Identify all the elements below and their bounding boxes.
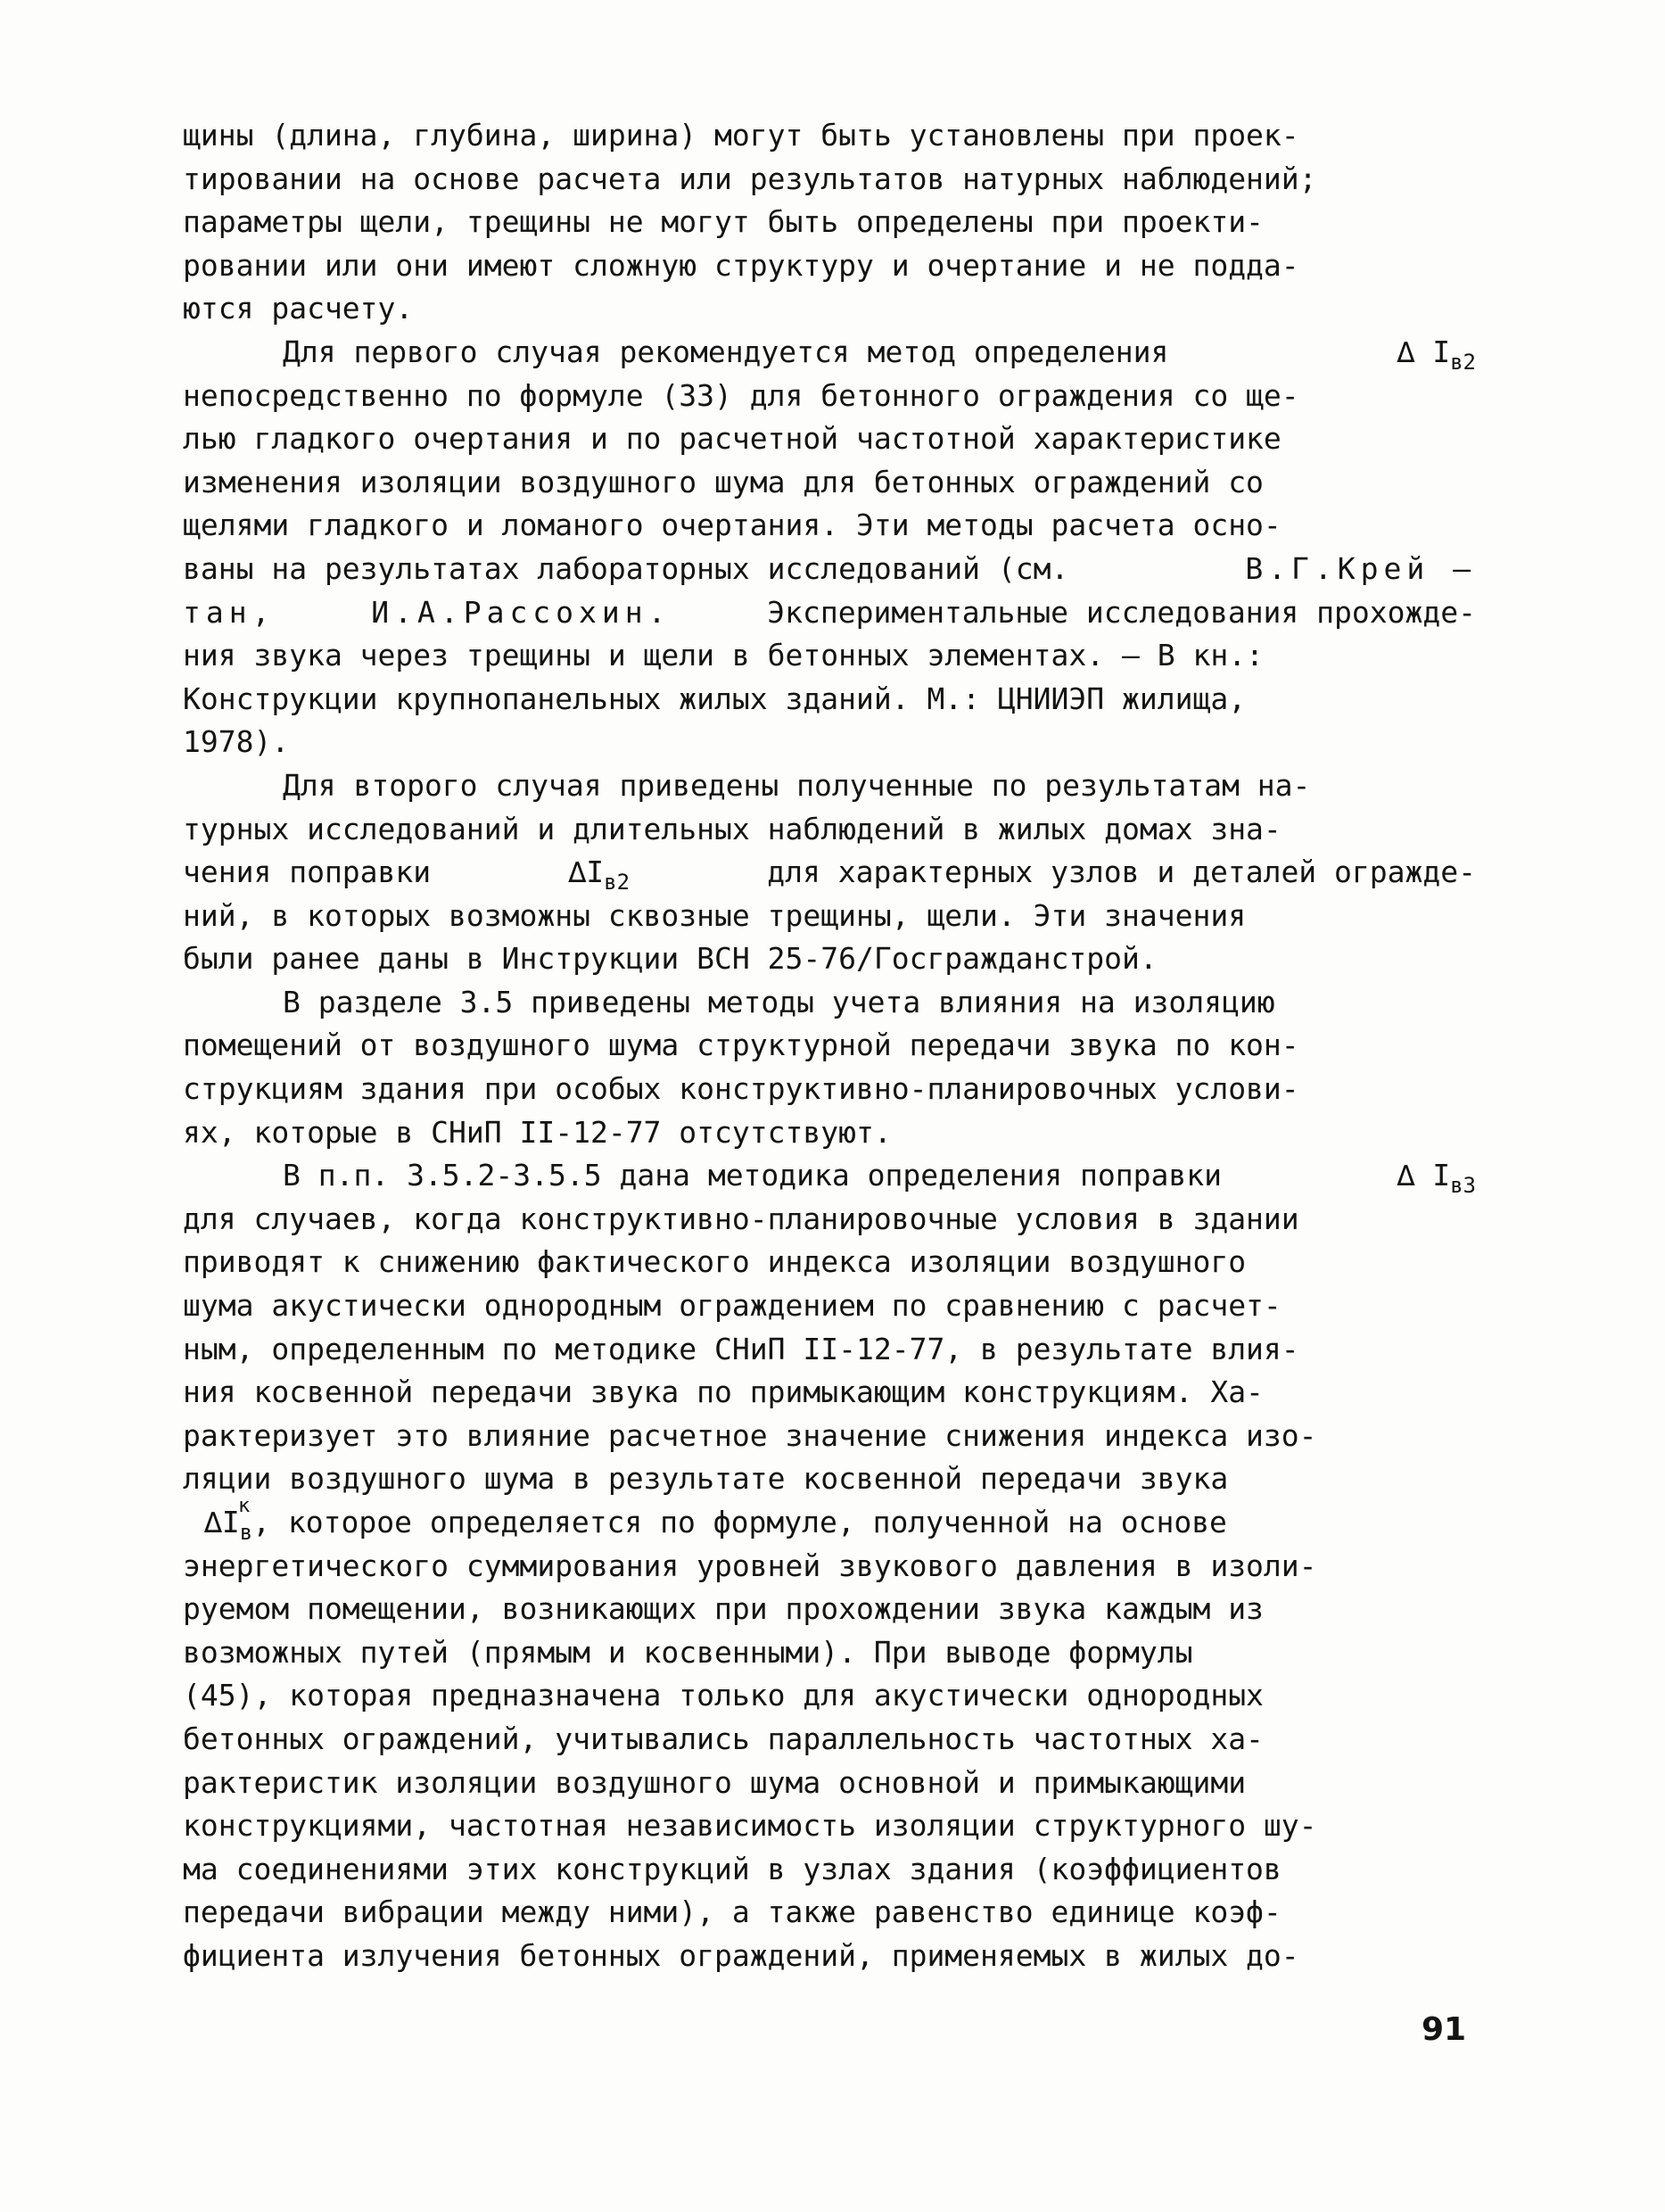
text-line [183,981,1476,1025]
text-line [183,851,1476,895]
text-line [183,1891,1476,1935]
text-line [183,1631,1476,1675]
line-text: помещений от воздушного шума структурной передачи звука по кон- [183,1028,1299,1063]
delta-i-v2-symbol: $\Delta I_{в2}$ [568,854,631,896]
line-text: бетонных ограждений, учитывались параллельность частотных ха- [183,1721,1264,1756]
line-text: для характерных узлов и деталей огражде- [767,854,1476,890]
text-line [183,1111,1476,1155]
line-text: ются расчету. [183,291,414,326]
line-text: шума акустически однородным ограждением по сравнению с расчет- [183,1288,1282,1324]
text-line [183,1415,1476,1458]
text-line [183,461,1476,505]
text-line [183,1371,1476,1415]
line-text: ляции воздушного шума в результате косвенной передачи звука [183,1461,1229,1497]
text-line [183,1935,1476,1978]
page-number: 91 [1422,2011,1467,2048]
line-text: лью гладкого очертания и по расчетной частотной характеристике [183,421,1282,457]
text-line [183,1457,1476,1501]
line-text: рактеризует это влияние расчетное значение снижения индекса изо- [183,1417,1317,1453]
text-line [183,1674,1476,1718]
text-line [183,721,1476,764]
text-line [183,114,1476,158]
delta-i-v2-symbol: ∆ $I_{в2}$ [1397,334,1476,375]
line-text: (45), которая предназначена только для акустически однородных [183,1678,1264,1713]
text-line [183,1284,1476,1328]
text-line [183,548,1476,591]
text-line [183,201,1476,244]
text-line [183,417,1476,461]
line-text: ний, в которых возможны сквозные трещины, щели. Эти значения [183,897,1247,933]
line-text: тан, [183,594,276,630]
text-line [183,591,1476,635]
text-line [183,1804,1476,1848]
line-text: , которое определяется по формуле, полученной на основе [252,1505,1227,1539]
text-line [183,678,1476,722]
line-text: фициента излучения бетонных ограждений, применяемых в жилых до- [183,1937,1299,1973]
author-name: И.А.Рассохин. [371,594,672,630]
line-text: для случаев, когда конструктивно-планировочные условия в здании [183,1201,1299,1236]
line-text: щины (длина, глубина, ширина) могут быть установлены при проек- [183,118,1299,153]
line-text: непосредственно по формуле (33) для бетонного ограждения со ще- [183,377,1299,413]
line-text: конструкциями, частотная независимость изоляции структурного шу- [183,1808,1317,1844]
line-text: ния звука через трещины и щели в бетонных элементах. – В кн.: [183,638,1264,673]
text-line [183,634,1476,678]
line-text: В п.п. 3.5.2-3.5.5 дана методика определения поправки [283,1158,1222,1193]
text-line [183,1762,1476,1805]
line-text: передачи вибрации между ними), а также равенство единице коэф- [183,1894,1282,1930]
delta-i-v-k-symbol: $\Delta I_в$ к [204,1495,253,1545]
text-line [183,331,1476,375]
line-text: 1978). [183,724,290,760]
text-line [183,895,1476,938]
line-text: Конструкции крупнопанельных жилых зданий. М.: ЦНИИЭП жилища, [183,681,1247,716]
text-line [183,764,1476,808]
text-line [183,1198,1476,1242]
line-text: ма соединениями этих конструкций в узлах здания (коэффициентов [183,1851,1282,1886]
line-text: турных исследований и длительных наблюдений в жилых домах зна- [183,811,1282,846]
text-line [183,937,1476,981]
text-line [183,1588,1476,1631]
text-line [183,244,1476,288]
text-line [183,1495,1476,1545]
line-text: энергетического суммирования уровней звукового давления в изоли- [183,1548,1317,1583]
line-text: струкциям здания при особых конструктивно-планировочных услови- [183,1071,1299,1107]
line-text: ровании или они имеют сложную структуру и очертание и не подда- [183,247,1299,283]
text-line [183,1848,1476,1892]
author-name: В.Г.Крей – [1245,550,1476,586]
text-line [183,1545,1476,1589]
text-line [183,504,1476,548]
text-line [183,158,1476,202]
line-text: Экспериментальные исследования прохожде- [767,594,1476,630]
text-line [183,1328,1476,1372]
line-text: Для первого случая рекомендуется метод определения [283,334,1169,369]
line-text: параметры щели, трещины не могут быть определены при проекти- [183,204,1264,240]
line-text: тировании на основе расчета или результатов натурных наблюдений; [183,161,1317,196]
text-line [183,287,1476,331]
line-text: ваны на результатах лабораторных исследований (см. [183,550,1069,586]
text-line [183,1718,1476,1762]
line-text: изменения изоляции воздушного шума для бетонных ограждений со [183,464,1264,499]
line-text: В разделе 3.5 приведены методы учета влияния на изоляцию [283,984,1275,1019]
text-line [183,1024,1476,1068]
delta-i-v3-symbol: ∆ $I_{в3}$ [1397,1158,1476,1199]
line-text: руемом помещении, возникающих при прохождении звука каждым из [183,1591,1264,1627]
line-text: приводят к снижению фактического индекса изоляции воздушного [183,1244,1247,1280]
text-line [183,808,1476,852]
line-text: ях, которые в СНиП II-12-77 отсутствуют. [183,1114,892,1150]
line-text: рактеристик изоляции воздушного шума основной и примыкающими [183,1764,1247,1800]
line-text: чения поправки [183,854,432,890]
line-text: были ранее даны в Инструкции ВСН 25-76/Госгражданстрой. [183,941,1158,977]
line-text: щелями гладкого и ломаного очертания. Эти методы расчета осно- [183,508,1282,543]
line-text: ным, определенным по методике СНиП II-12-77, в результате влия- [183,1331,1299,1366]
line-text: ния косвенной передачи звука по примыкающим конструкциям. Ха- [183,1374,1264,1410]
text-line [183,1154,1476,1198]
body-text [183,114,1476,1978]
line-text: Для второго случая приведены полученные по результатам на- [283,767,1311,803]
line-text: возможных путей (прямым и косвенными). При выводе формулы [183,1634,1193,1670]
text-line [183,1068,1476,1111]
text-line [183,1241,1476,1284]
text-line [183,375,1476,418]
